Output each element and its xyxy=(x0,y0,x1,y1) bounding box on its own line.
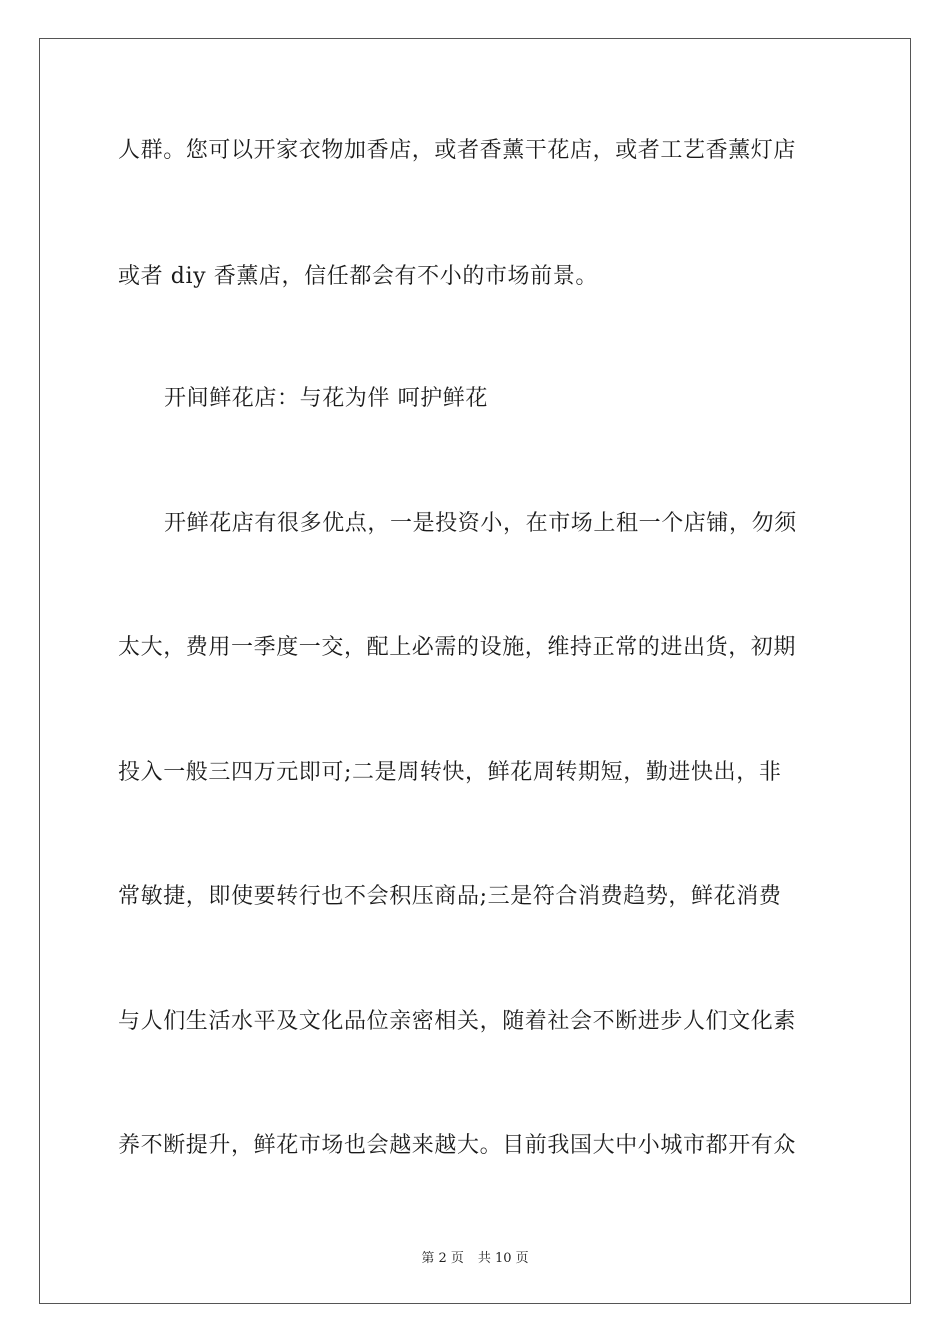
body-text-line: 人群。您可以开家衣物加香店，或者香薰干花店，或者工艺香薰灯店 xyxy=(118,138,797,163)
page-footer xyxy=(0,1247,950,1266)
page-total: 共 10 页 xyxy=(477,1251,529,1266)
body-text-line: 或者 diy 香薰店，信任都会有不小的市场前景。 xyxy=(118,264,598,289)
page-border xyxy=(39,38,911,1304)
body-text-line: 养不断提升，鲜花市场也会越来越大。目前我国大中小城市都开有众 xyxy=(118,1133,797,1158)
body-text-line: 常敏捷，即使要转行也不会积压商品;三是符合消费趋势，鲜花消费 xyxy=(118,884,782,909)
body-text-line: 投入一般三四万元即可;二是周转快，鲜花周转期短，勤进快出，非 xyxy=(118,760,782,785)
paragraph-first-line: 开鲜花店有很多优点，一是投资小，在市场上租一个店铺，勿须 xyxy=(164,511,797,536)
body-text-line: 与人们生活水平及文化品位亲密相关，随着社会不断进步人们文化素 xyxy=(118,1009,797,1034)
page-number: 第 2 页 xyxy=(421,1251,464,1266)
body-text-line: 太大，费用一季度一交，配上必需的设施，维持正常的进出货，初期 xyxy=(118,635,797,660)
section-heading: 开间鲜花店：与花为伴 呵护鲜花 xyxy=(164,386,488,411)
